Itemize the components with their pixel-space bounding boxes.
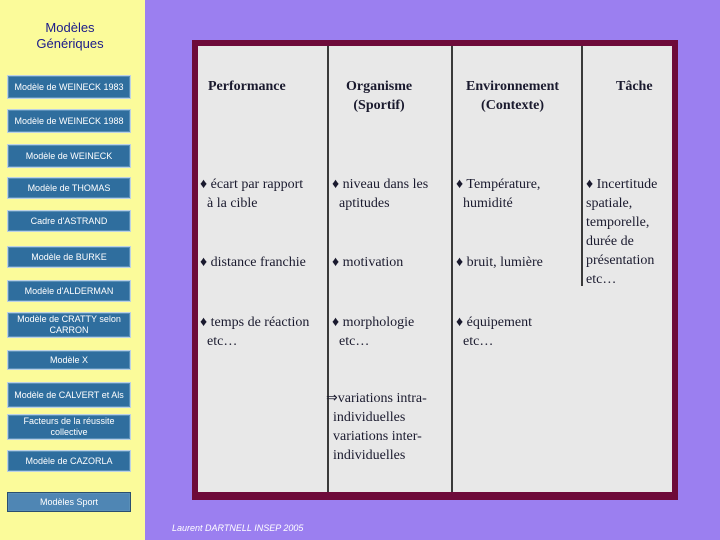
nav-reussite-collective[interactable]: Facteurs de la réussite collective [7, 414, 131, 440]
sidebar-title: Modèles Génériques [36, 20, 104, 51]
cell-bruit: ♦ bruit, lumière [456, 255, 543, 270]
nav-modeles-sport[interactable]: Modèles Sport [7, 492, 131, 512]
nav-calvert[interactable]: Modèle de CALVERT et Als [7, 382, 131, 408]
header-environnement: Environnement (Contexte) [466, 79, 560, 113]
header-performance: Performance [208, 79, 286, 94]
footer-credit: Laurent DARTNELL INSEP 2005 [172, 523, 304, 533]
header-tache: Tâche [616, 79, 653, 94]
nav-weineck-1983[interactable]: Modèle de WEINECK 1983 [7, 75, 131, 99]
cell-morphologie: ♦ morphologie etc… [332, 315, 415, 349]
cell-motivation: ♦ motivation [332, 255, 404, 270]
cell-temperature: ♦ Température, humidité [456, 177, 541, 211]
cell-variations: ⇒variations intra- individuelles variations inter- individuelles [326, 391, 427, 463]
nav-weineck-1988[interactable]: Modèle de WEINECK 1988 [7, 109, 131, 133]
cell-niveau-aptitudes: ♦ niveau dans les aptitudes [332, 177, 429, 211]
column-divider [581, 46, 583, 286]
nav-cratty-carron[interactable]: Modèle de CRATTY selon CARRON [7, 312, 131, 338]
cell-ecart-cible: ♦ écart par rapport à la cible [200, 177, 304, 211]
nav-astrand[interactable]: Cadre d'ASTRAND [7, 210, 131, 232]
header-organisme: Organisme (Sportif) [346, 79, 413, 113]
nav-alderman[interactable]: Modèle d'ALDERMAN [7, 280, 131, 302]
main-area [145, 0, 720, 540]
sidebar [0, 0, 145, 540]
nav-weineck[interactable]: Modèle de WEINECK [7, 144, 131, 168]
performance-factors-table [198, 46, 672, 492]
nav-cazorla[interactable]: Modèle de CAZORLA [7, 450, 131, 472]
table-image-frame [192, 40, 678, 500]
cell-distance: ♦ distance franchie [200, 255, 306, 270]
nav-thomas[interactable]: Modèle de THOMAS [7, 177, 131, 199]
cell-temps-reaction: ♦ temps de réaction etc… [200, 315, 310, 349]
cell-incertitude: ♦ Incertitude spatiale, temporelle, durée de présentation etc… [586, 177, 658, 287]
cell-equipement: ♦ équipement etc… [456, 315, 532, 349]
nav-burke[interactable]: Modèle de BURKE [7, 246, 131, 268]
column-divider [451, 46, 453, 492]
nav-modele-x[interactable]: Modèle X [7, 350, 131, 370]
